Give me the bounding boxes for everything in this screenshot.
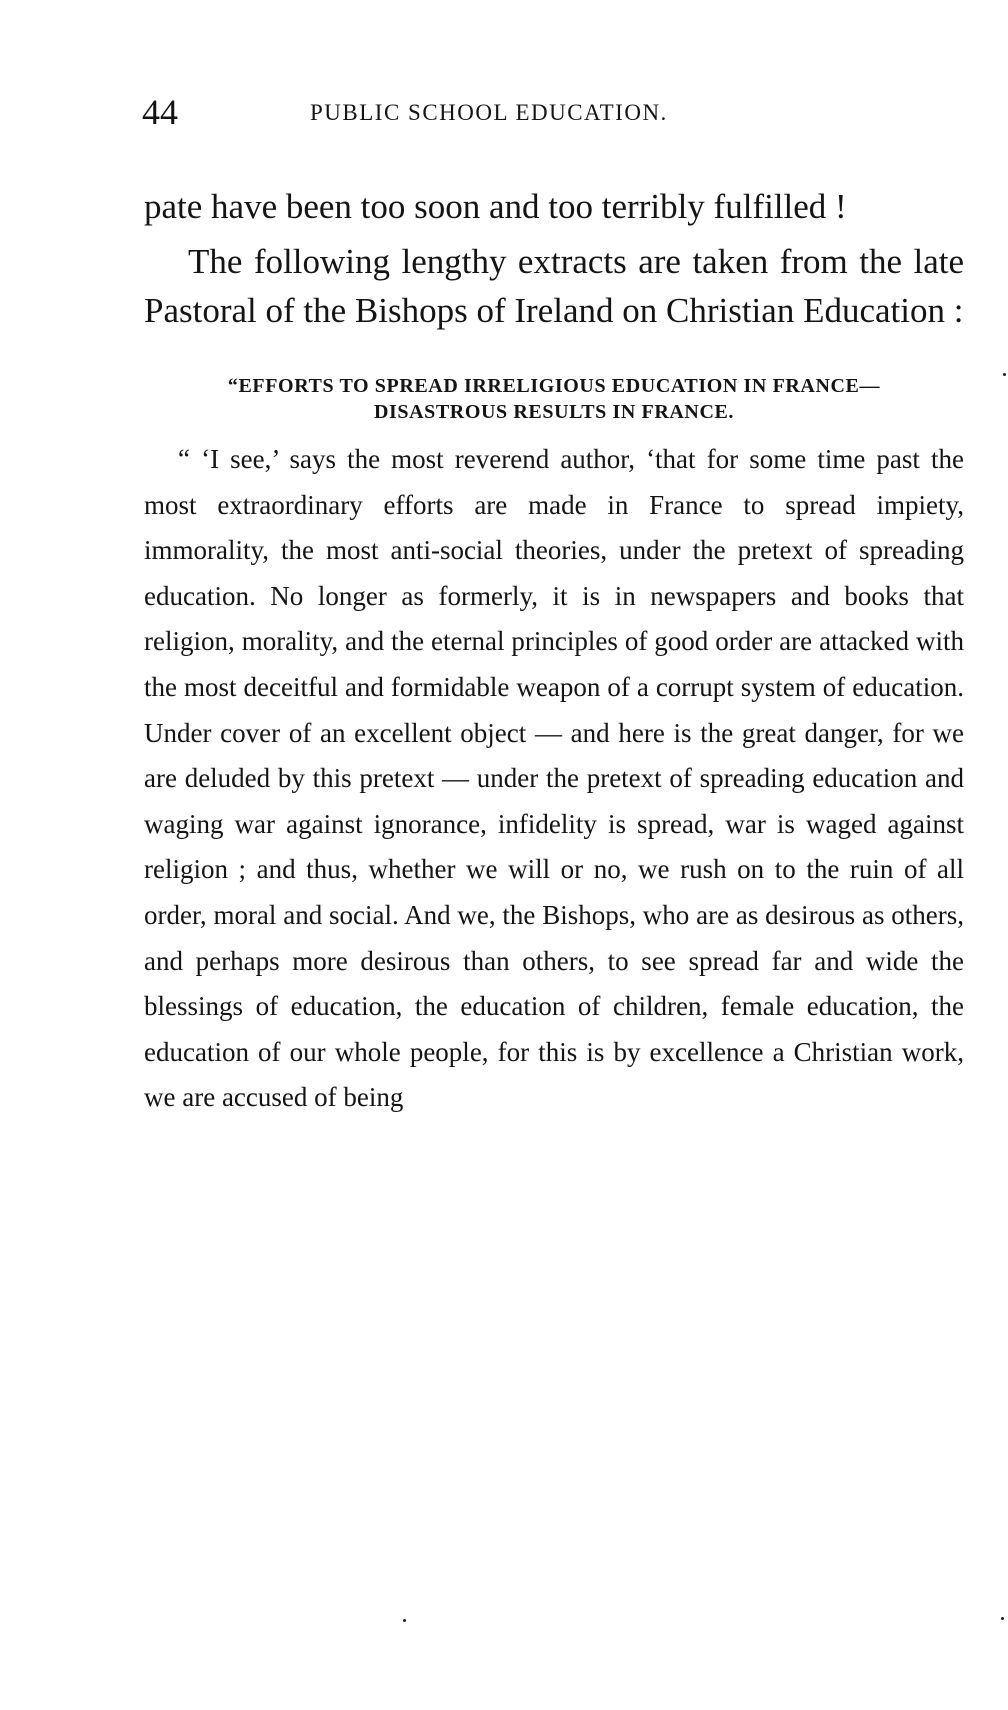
running-head [142,92,972,132]
intro-text [144,182,964,335]
print-speck [403,1619,406,1622]
intro-paragraph-continued: pate have been too soon and too terribly fulfilled ! [144,187,847,226]
intro-paragraph: The following lengthy extracts are taken from the late Pastoral of the Bishops of Ireland on Christian Education : [144,242,964,330]
page-number: 44 [142,92,178,132]
quoted-paragraph: “ ‘I see,’ says the most reverend author, ‘that for some time past the most extraordinary efforts are made in France to spread impiety, immorality, the most anti-social theories, under the pretext of spreading education. No longer as formerly, it is in newspapers and books that religion, morality, and the eternal principles of good order are attacked with the most deceitful and formidable weapon of a corrupt system of education. Under cover of an excellent object — and here is the great danger, for we are deluded by this pretext — under the pretext of spreading education and waging war against ignorance, infidelity is spread, war is waged against religion ; and thus, whether we will or no, we rush on to the ruin of all order, moral and social. And we, the Bishops, who are as desirous as others, and perhaps more desirous than others, to see spread far and wide the blessings of education, the education of children, female education, the education of our whole people, for this is by excellence a Christian work, we are accused of being [144,444,964,1113]
section-heading-line-1: “EFFORTS TO SPREAD IRRELIGIOUS EDUCATION IN FRANCE— [227,375,881,397]
print-speck [1003,373,1006,376]
print-speck [1001,1617,1004,1620]
section-heading [144,373,964,425]
running-title: PUBLIC SCHOOL EDUCATION. [310,100,668,125]
section-heading-line-2: DISASTROUS RESULTS IN FRANCE. [373,401,735,423]
page-body [144,182,964,1121]
